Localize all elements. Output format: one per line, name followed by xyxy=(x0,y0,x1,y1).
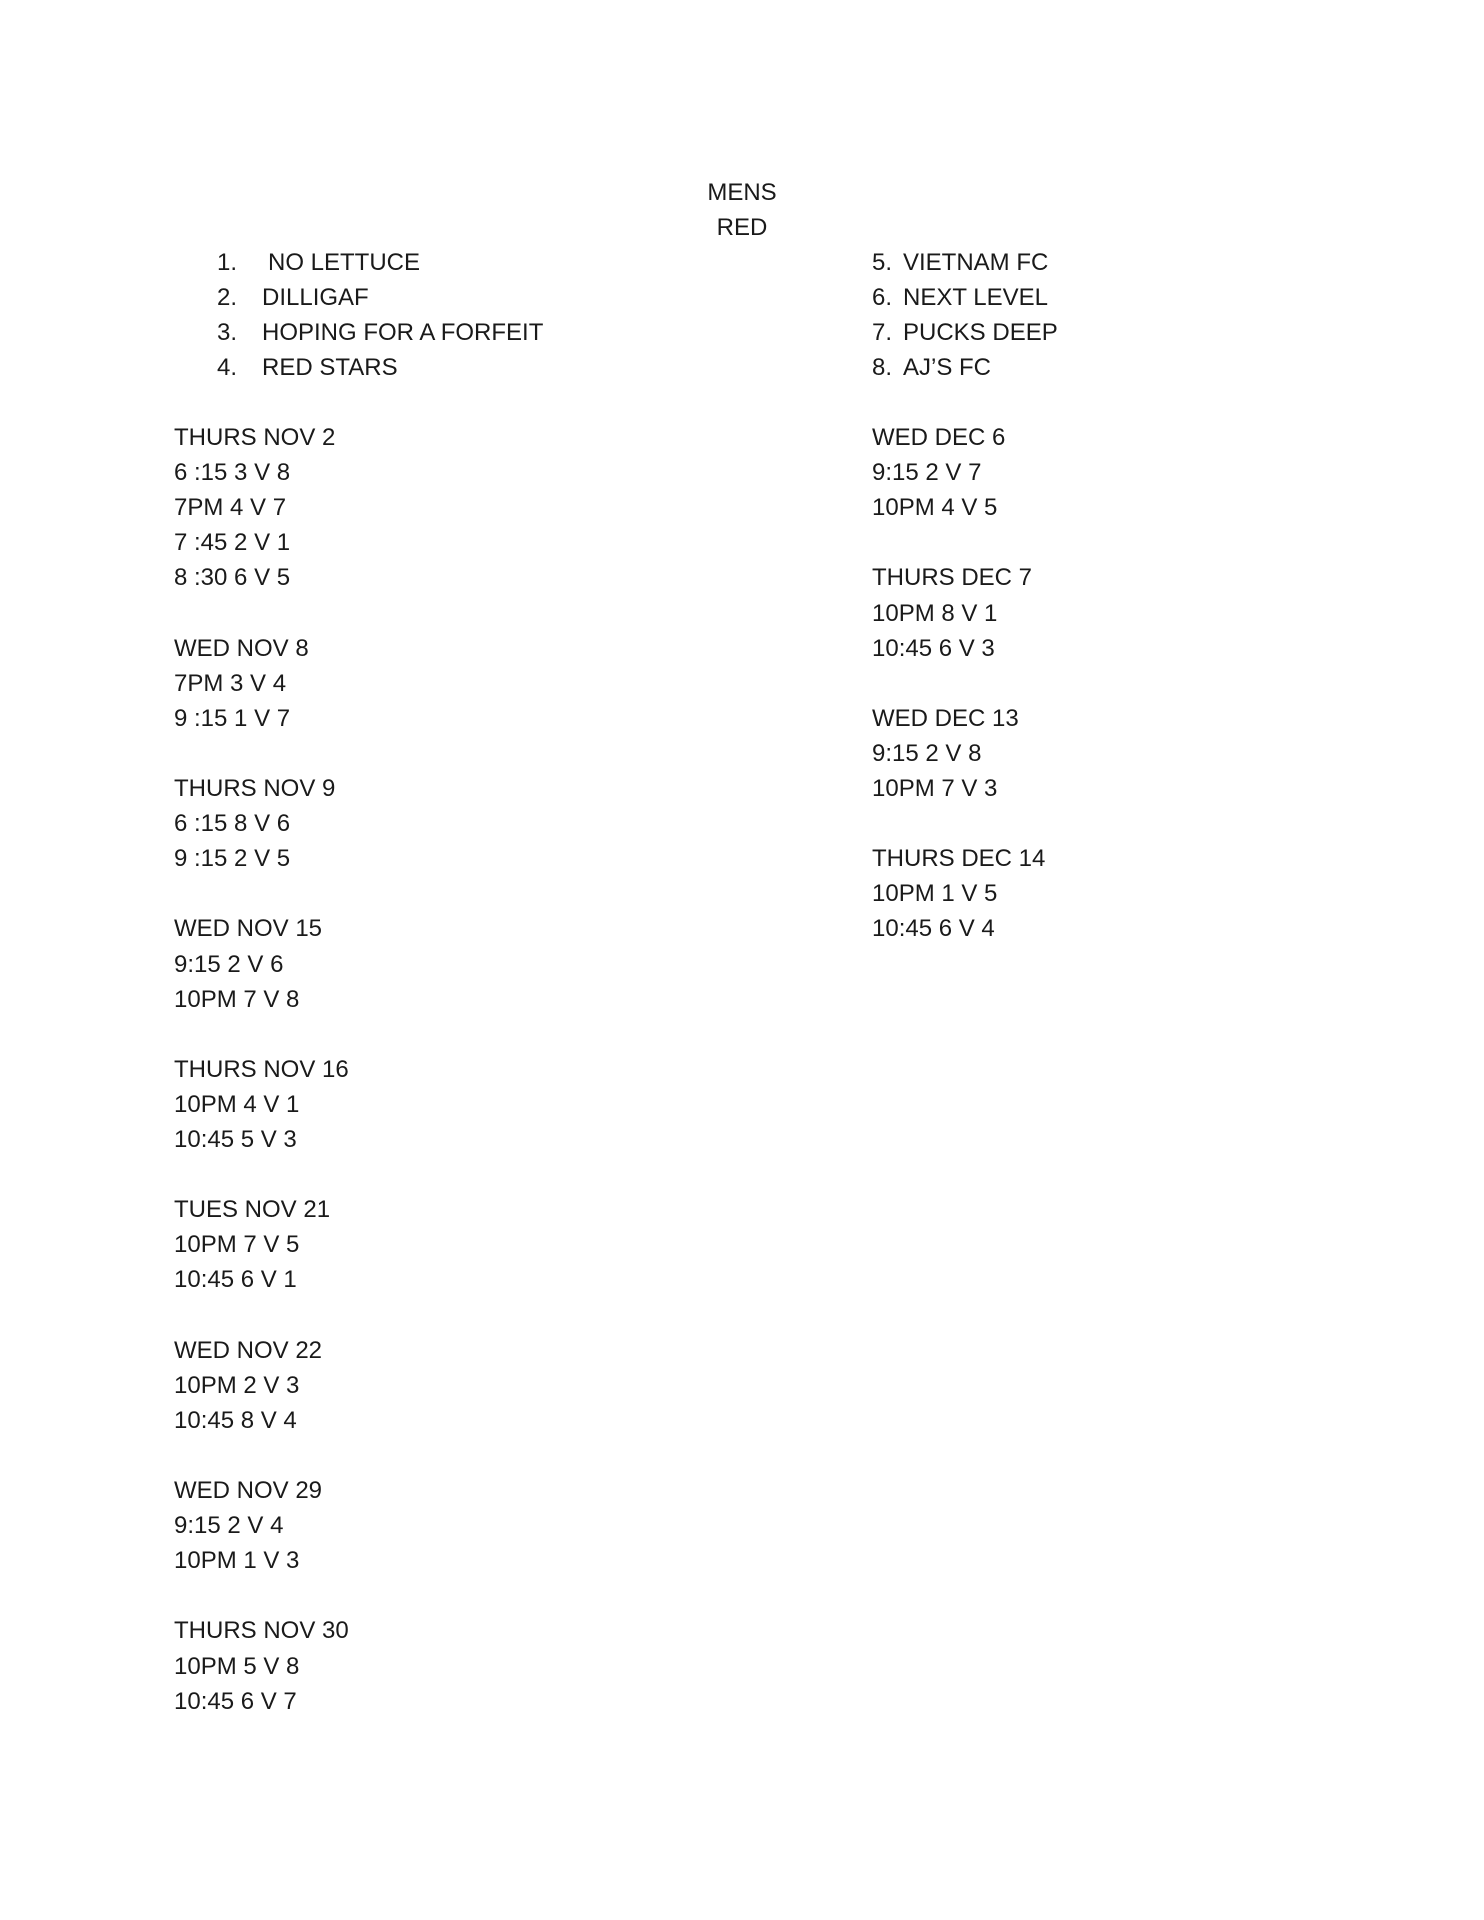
schedule-game: 10PM 1 V 3 xyxy=(174,1547,300,1575)
schedule-game: 10:45 6 V 7 xyxy=(174,1687,297,1715)
schedule-date: WED DEC 6 xyxy=(872,424,1006,451)
schedule-game: 10PM 5 V 8 xyxy=(174,1652,300,1680)
schedule-game: 8 :30 6 V 5 xyxy=(174,564,291,592)
page-subtitle: RED xyxy=(716,214,768,241)
schedule-game: 10PM 7 V 8 xyxy=(174,985,300,1013)
schedule-game: 9:15 2 V 6 xyxy=(174,950,284,978)
schedule-date: WED NOV 15 xyxy=(174,915,323,943)
schedule-date: WED DEC 13 xyxy=(872,704,1019,732)
schedule-game: 10:45 5 V 3 xyxy=(174,1126,297,1153)
schedule-date: WED NOV 8 xyxy=(174,634,309,662)
team-number: 4. xyxy=(217,354,238,382)
schedule-date: THURS DEC 14 xyxy=(872,845,1046,873)
team-name: NEXT LEVEL xyxy=(903,284,1048,312)
schedule-date: THURS NOV 30 xyxy=(174,1617,349,1645)
schedule-date: THURS NOV 16 xyxy=(174,1055,349,1083)
schedule-date: TUES NOV 21 xyxy=(174,1196,331,1224)
team-name: DILLIGAF xyxy=(262,284,369,312)
schedule-date: THURS DEC 7 xyxy=(872,564,1033,592)
team-name: PUCKS DEEP xyxy=(903,319,1058,347)
team-name: RED STARS xyxy=(262,354,398,382)
schedule-game: 7PM 4 V 7 xyxy=(174,494,287,522)
schedule-game: 10:45 6 V 3 xyxy=(872,634,995,662)
schedule-game: 10PM 7 V 3 xyxy=(872,775,998,802)
schedule-game: 10:45 6 V 1 xyxy=(174,1266,297,1294)
schedule-game: 6 :15 8 V 6 xyxy=(174,810,291,838)
schedule-game: 7PM 3 V 4 xyxy=(174,669,287,697)
schedule-game: 10PM 1 V 5 xyxy=(872,880,998,908)
schedule-game: 10PM 8 V 1 xyxy=(872,599,998,627)
team-number: 2. xyxy=(217,284,238,312)
team-number: 6. xyxy=(872,284,893,312)
schedule-game: 10:45 8 V 4 xyxy=(174,1406,297,1434)
schedule-game: 10PM 4 V 1 xyxy=(174,1090,300,1118)
schedule-game: 10PM 7 V 5 xyxy=(174,1231,300,1259)
team-name: HOPING FOR A FORFEIT xyxy=(262,319,544,347)
team-name: VIETNAM FC xyxy=(903,249,1049,276)
schedule-game: 7 :45 2 V 1 xyxy=(174,529,291,557)
schedule-date: WED NOV 22 xyxy=(174,1336,323,1364)
schedule-date: THURS NOV 9 xyxy=(174,775,336,802)
team-number: 3. xyxy=(217,319,238,347)
team-number: 1. xyxy=(217,249,238,276)
schedule-date: THURS NOV 2 xyxy=(174,424,336,451)
page-title: MENS xyxy=(707,179,777,206)
schedule-game: 9 :15 2 V 5 xyxy=(174,845,291,873)
team-number: 8. xyxy=(872,354,893,382)
team-name: AJ’S FC xyxy=(903,354,992,382)
team-name: NO LETTUCE xyxy=(268,249,421,276)
schedule-game: 10PM 2 V 3 xyxy=(174,1371,300,1399)
schedule-date: WED NOV 29 xyxy=(174,1477,323,1504)
schedule-game: 10PM 4 V 5 xyxy=(872,494,998,522)
schedule-game: 10:45 6 V 4 xyxy=(872,915,995,943)
team-number: 7. xyxy=(872,319,893,347)
schedule-game: 9:15 2 V 4 xyxy=(174,1512,284,1540)
schedule-game: 9:15 2 V 7 xyxy=(872,459,982,487)
schedule-game: 9 :15 1 V 7 xyxy=(174,704,291,732)
schedule-game: 9:15 2 V 8 xyxy=(872,739,982,767)
schedule-game: 6 :15 3 V 8 xyxy=(174,459,291,487)
team-number: 5. xyxy=(872,249,893,276)
